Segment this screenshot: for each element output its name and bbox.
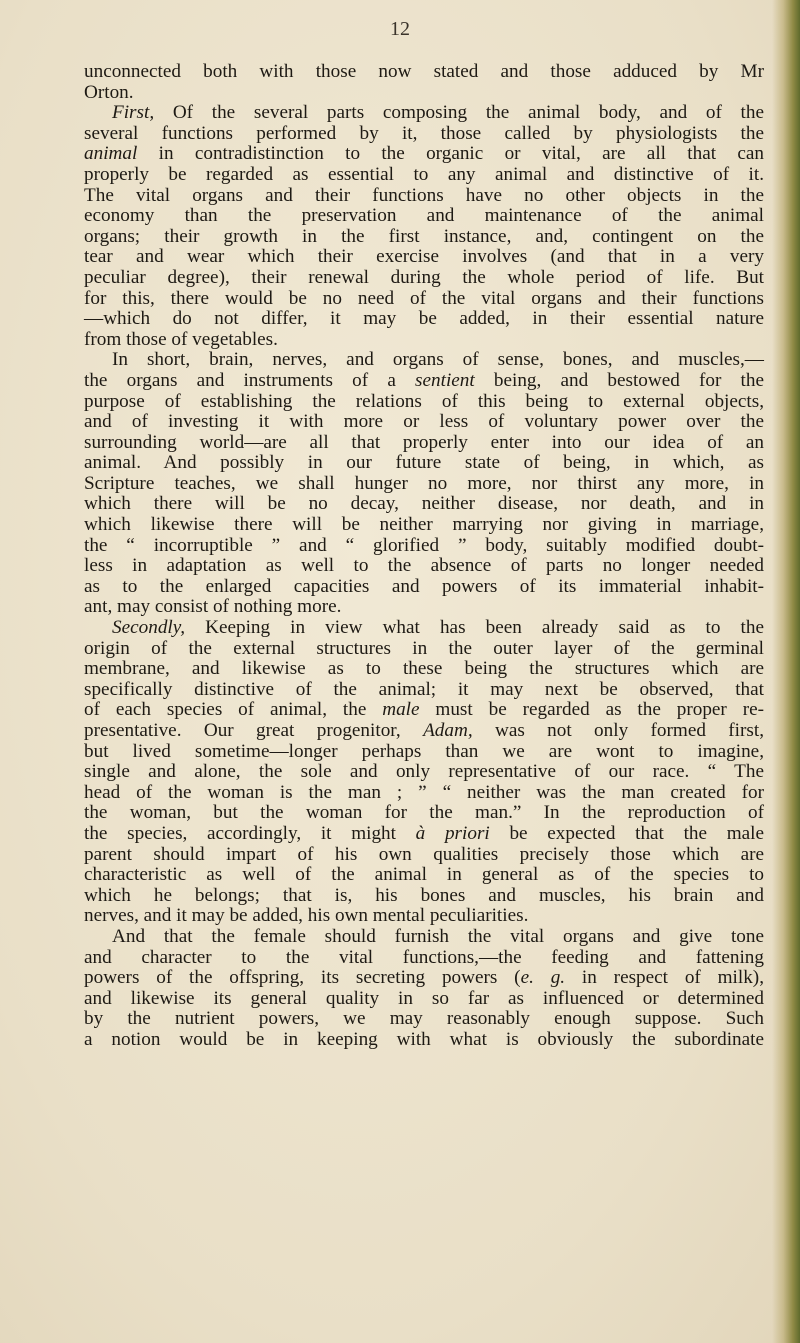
page-number: 12 xyxy=(390,18,410,40)
text-line: the organs and instruments of a sentient being, and bestowed for the xyxy=(84,369,764,391)
text-line: of each species of animal, the male must be regarded as the proper re- xyxy=(84,699,764,721)
text-line: head of the woman is the man ; ” “ neither was the man created for xyxy=(84,781,764,803)
text-line: properly be regarded as essential to any animal and distinctive of it. xyxy=(84,163,764,185)
text-line: powers of the offspring, its secreting powers (e. g. in respect of milk), xyxy=(84,967,764,989)
text-line: the woman, but the woman for the man.” In the reproduction of xyxy=(84,802,764,824)
text-line: Scripture teaches, we shall hunger no more, nor thirst any more, in xyxy=(84,472,764,494)
text-line: several functions performed by it, those called by physiologists the xyxy=(84,122,764,144)
text-line: specifically distinctive of the animal; it may next be observed, that xyxy=(84,678,764,700)
text-line: —which do not differ, it may be added, in their essential nature xyxy=(84,308,764,330)
text-line: a notion would be in keeping with what is obviously the subordinate xyxy=(84,1028,764,1050)
text-line: First, Of the several parts composing the animal body, and of the xyxy=(112,102,764,124)
text-line: unconnected both with those now stated and those adduced by Mr xyxy=(84,61,764,82)
text-line: Orton. xyxy=(84,81,134,103)
text-line: characteristic as well of the animal in general as of the species to xyxy=(84,864,764,886)
text-line: which likewise there will be neither marrying nor giving in marriage, xyxy=(84,514,764,536)
text-line: animal. And possibly in our future state of being, in which, as xyxy=(84,452,764,474)
text-line: from those of vegetables. xyxy=(84,328,278,350)
text-line: as to the enlarged capacities and powers of its immaterial inhabit- xyxy=(84,575,764,597)
text-line: The vital organs and their functions have no other objects in the xyxy=(84,184,764,206)
text-line: the species, accordingly, it might à priori be expected that the male xyxy=(84,822,764,844)
text-line: single and alone, the sole and only representative of our race. “ The xyxy=(84,761,764,783)
text-line: which he belongs; that is, his bones and muscles, his brain and xyxy=(84,884,764,906)
text-line: tear and wear which their exercise involves (and that in a very xyxy=(84,246,764,268)
text-line: less in adaptation as well to the absence of parts no longer needed xyxy=(84,555,764,577)
text-line: origin of the external structures in the outer layer of the germinal xyxy=(84,637,764,659)
text-line: ant, may consist of nothing more. xyxy=(84,596,342,618)
text-line: purpose of establishing the relations of this being to external objects, xyxy=(84,390,764,412)
text-line: And that the female should furnish the vital organs and give tone xyxy=(112,925,764,947)
text-line: In short, brain, nerves, and organs of sense, bones, and muscles,— xyxy=(112,349,764,371)
text-line: Secondly, Keeping in view what has been already said as to the xyxy=(112,617,764,639)
text-line: and character to the vital functions,—the feeding and fattening xyxy=(84,946,764,968)
text-line: by the nutrient powers, we may reasonably enough suppose. Such xyxy=(84,1008,764,1030)
text-line: parent should impart of his own qualities precisely those which are xyxy=(84,843,764,865)
text-line: peculiar degree), their renewal during the whole period of life. But xyxy=(84,266,764,288)
text-line: the “ incorruptible ” and “ glorified ” body, suitably modified doubt- xyxy=(84,534,764,556)
text-line: which there will be no decay, neither disease, nor death, and in xyxy=(84,493,764,515)
text-line: animal in contradistinction to the organic or vital, are all that can xyxy=(84,143,764,165)
page-edge-shadow xyxy=(772,0,800,1343)
text-line: presentative. Our great progenitor, Adam, was not only formed first, xyxy=(84,720,764,741)
text-line: and likewise its general quality in so far as influenced or determined xyxy=(84,987,764,1009)
text-line: but lived sometime—longer perhaps than we are wont to imagine, xyxy=(84,740,764,762)
text-line: surrounding world—are all that properly enter into our idea of an xyxy=(84,431,764,453)
text-line: nerves, and it may be added, his own mental peculiarities. xyxy=(84,905,529,927)
text-line: membrane, and likewise as to these being the structures which are xyxy=(84,658,764,680)
body-text xyxy=(84,62,764,1051)
text-line: and of investing it with more or less of voluntary power over the xyxy=(84,411,764,433)
text-line: organs; their growth in the first instance, and, contingent on the xyxy=(84,225,764,247)
text-line: economy than the preservation and maintenance of the animal xyxy=(84,205,764,227)
text-line: for this, there would be no need of the vital organs and their functions xyxy=(84,287,764,309)
